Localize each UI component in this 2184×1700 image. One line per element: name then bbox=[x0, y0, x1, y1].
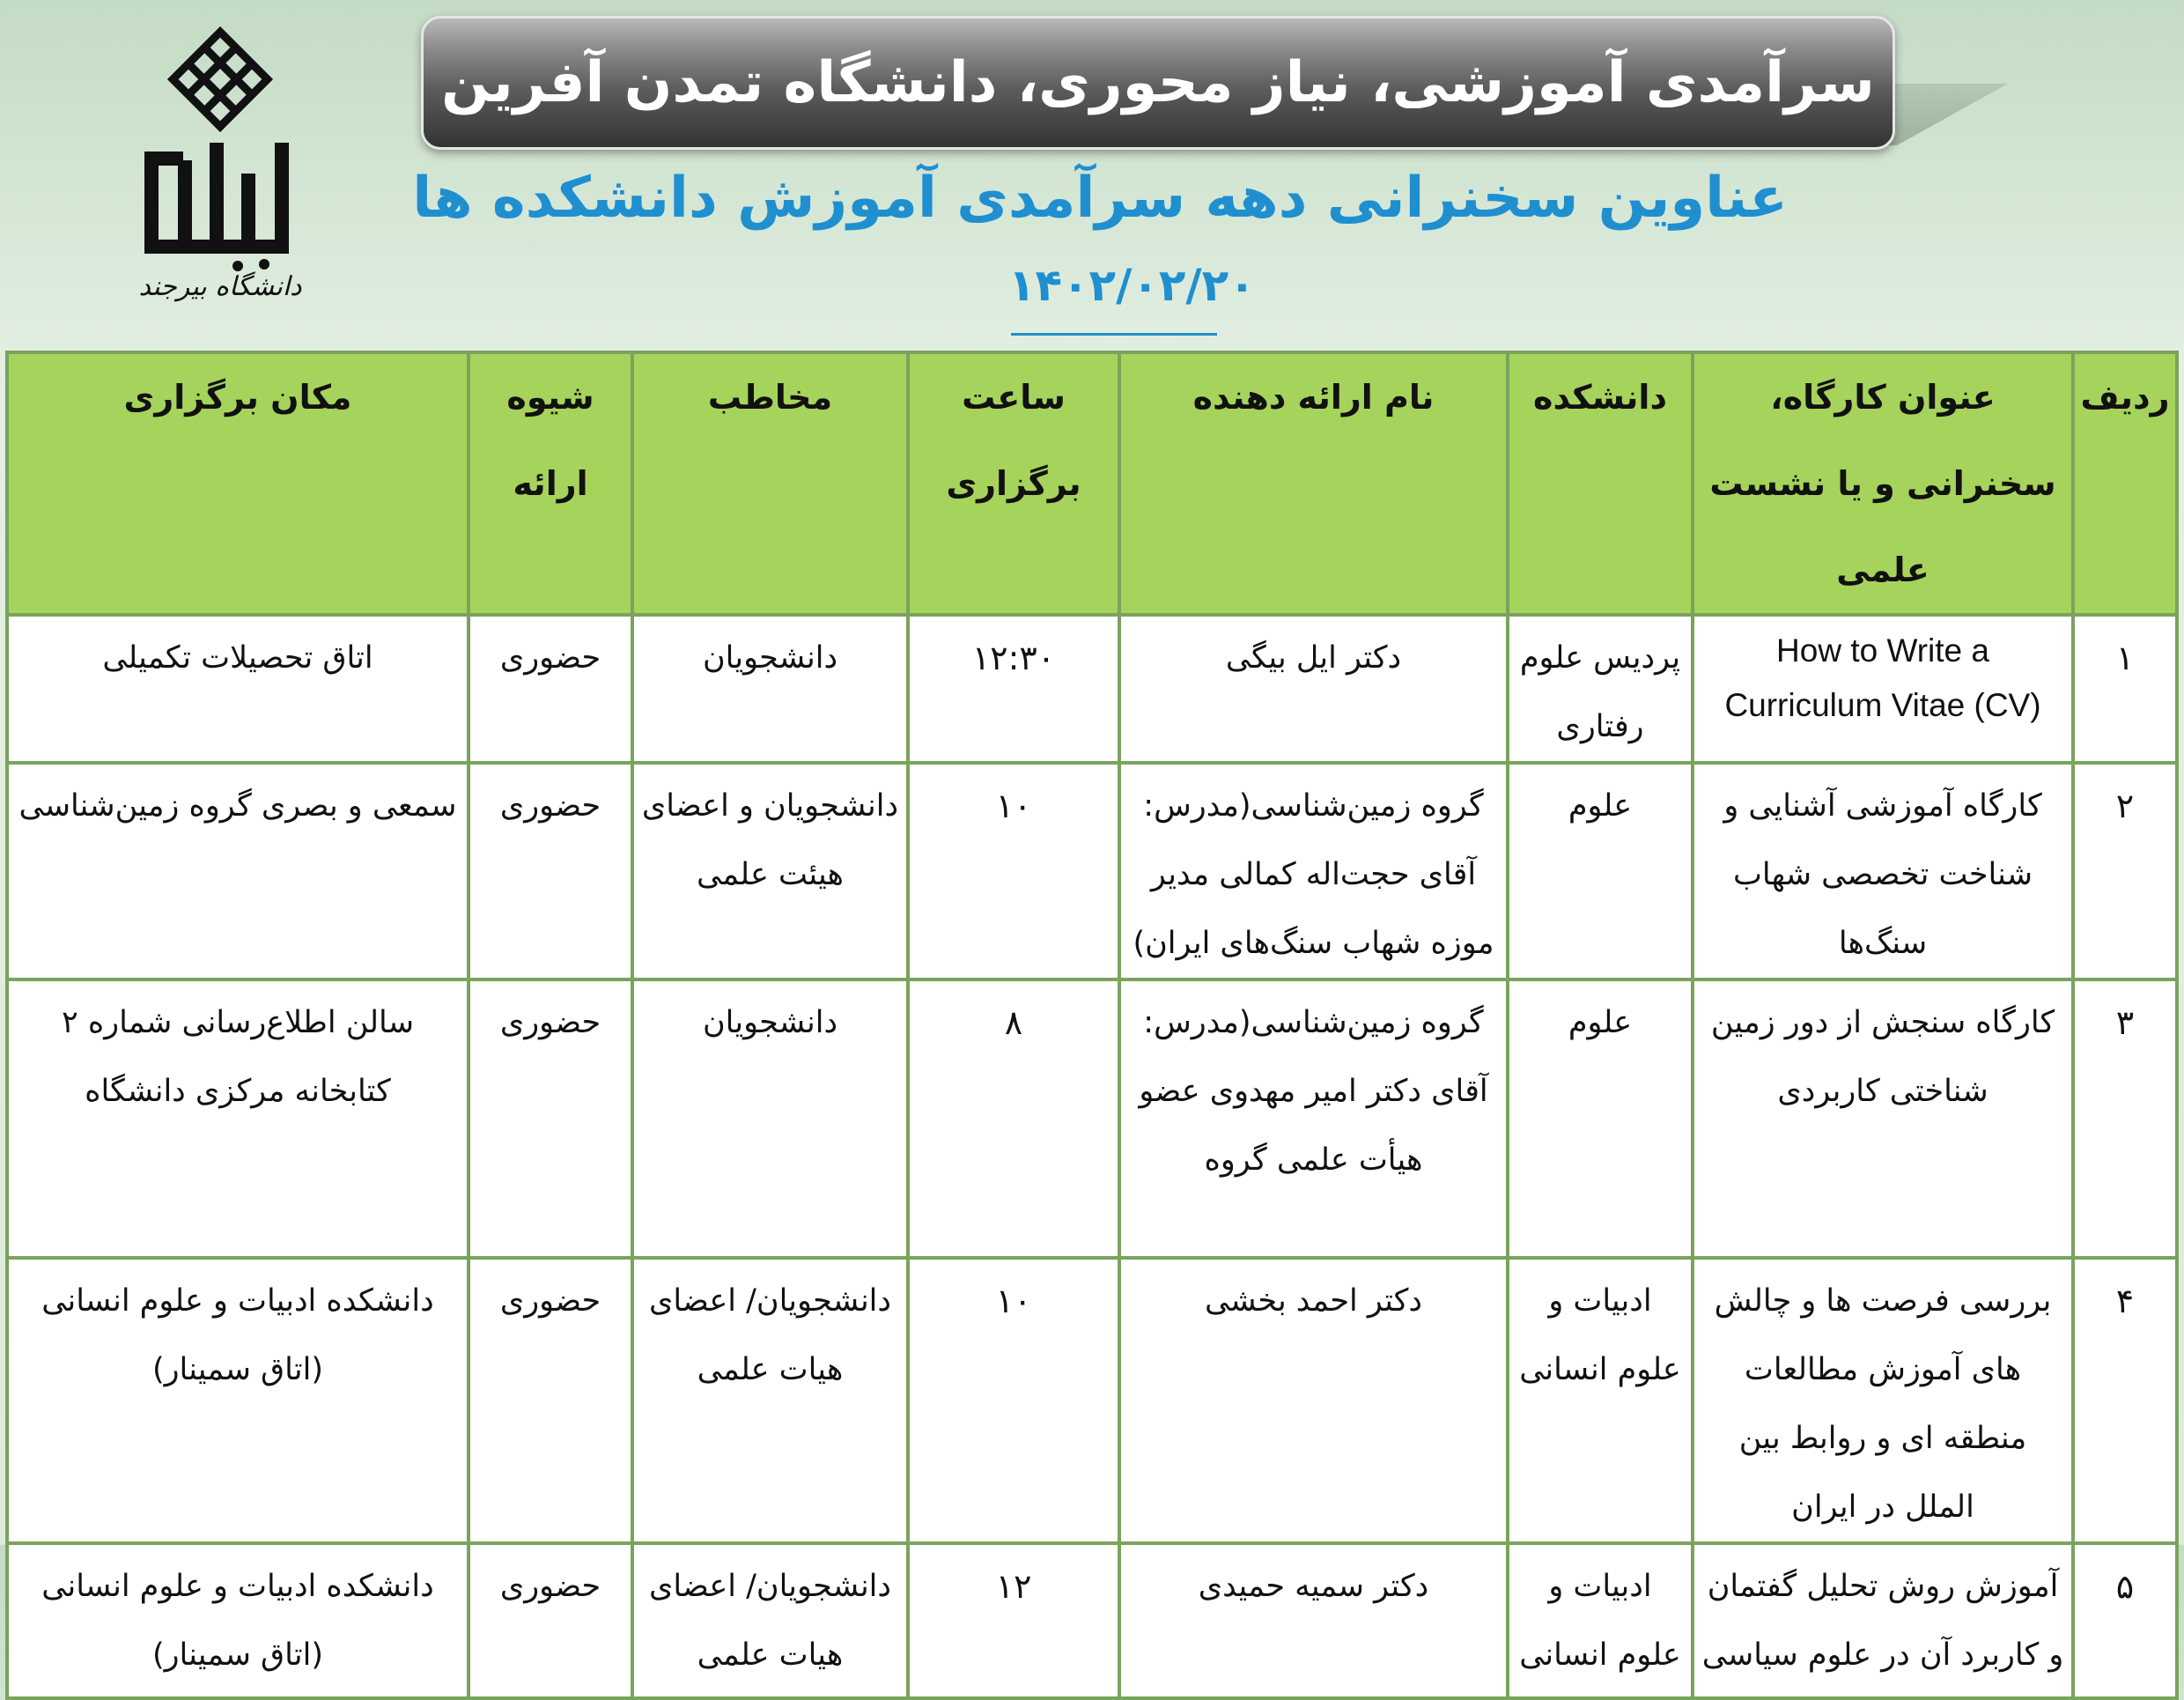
birjand-university-logo-icon bbox=[132, 26, 308, 308]
row-faculty: علوم bbox=[1508, 979, 1693, 1258]
row-presenter: دکتر سمیه حمیدی bbox=[1119, 1543, 1508, 1698]
table-row bbox=[7, 979, 2177, 1258]
row-method: حضوری bbox=[469, 1543, 632, 1698]
row-presenter: گروه زمین‌شناسی(مدرس: آقای دکتر امیر مهدوی عضو هیأت علمی گروه bbox=[1119, 979, 1508, 1258]
col-header-presenter: نام ارائه دهنده bbox=[1119, 352, 1508, 615]
row-faculty: پردیس علوم رفتاری bbox=[1508, 615, 1693, 763]
table-row bbox=[7, 763, 2177, 979]
table-row bbox=[7, 615, 2177, 763]
row-faculty: علوم bbox=[1508, 763, 1693, 979]
row-time: ۸ bbox=[908, 979, 1119, 1258]
row-number: ۳ bbox=[2073, 979, 2177, 1258]
row-number: ۴ bbox=[2073, 1258, 2177, 1543]
col-header-title: عنوان کارگاه، سخنرانی و یا نشست علمی bbox=[1693, 352, 2073, 615]
row-place: اتاق تحصیلات تکمیلی bbox=[7, 615, 469, 763]
date-underline bbox=[1011, 333, 1217, 336]
row-title: کارگاه سنجش از دور زمین شناختی کاربردی bbox=[1693, 979, 2073, 1258]
row-audience: دانشجویان bbox=[632, 979, 908, 1258]
row-title: کارگاه آموزشی آشنایی و شناخت تخصصی شهاب سنگ‌ها bbox=[1693, 763, 2073, 979]
banner-tail bbox=[1885, 84, 2008, 145]
table-header-row bbox=[7, 352, 2177, 615]
row-method: حضوری bbox=[469, 1258, 632, 1543]
row-method: حضوری bbox=[469, 615, 632, 763]
logo-caption: دانشگاه بیرجند bbox=[138, 271, 302, 302]
banner-title: سرآمدی آموزشی، نیاز محوری، دانشگاه تمدن آفرین bbox=[441, 50, 1875, 115]
row-audience: دانشجویان/ اعضای هیات علمی bbox=[632, 1258, 908, 1543]
col-header-place: مکان برگزاری bbox=[7, 352, 469, 615]
col-header-time: ساعت برگزاری bbox=[908, 352, 1119, 615]
row-number: ۵ bbox=[2073, 1543, 2177, 1698]
row-presenter: دکتر ایل بیگی bbox=[1119, 615, 1508, 763]
row-number: ۲ bbox=[2073, 763, 2177, 979]
row-time: ۱۰ bbox=[908, 763, 1119, 979]
row-audience: دانشجویان bbox=[632, 615, 908, 763]
row-place: دانشکده ادبیات و علوم انسانی (اتاق سمینار) bbox=[7, 1258, 469, 1543]
event-date: ۱۴۰۲/۰۲/۲۰ bbox=[1008, 260, 1256, 311]
row-audience: دانشجویان و اعضای هیئت علمی bbox=[632, 763, 908, 979]
row-faculty: ادبیات و علوم انسانی bbox=[1508, 1258, 1693, 1543]
col-header-audience: مخاطب bbox=[632, 352, 908, 615]
row-title: How to Write a Curriculum Vitae (CV) bbox=[1693, 615, 2073, 763]
col-header-row-number: ردیف bbox=[2073, 352, 2177, 615]
col-header-faculty: دانشکده bbox=[1508, 352, 1693, 615]
header-banner bbox=[421, 16, 1895, 150]
col-header-method: شیوه ارائه bbox=[469, 352, 632, 615]
row-presenter: گروه زمین‌شناسی(مدرس: آقای حجت‌اله کمالی مدیر موزه شهاب سنگ‌های ایران) bbox=[1119, 763, 1508, 979]
row-title: آموزش روش تحلیل گفتمان و کاربرد آن در علوم سیاسی bbox=[1693, 1543, 2073, 1698]
schedule-table bbox=[5, 351, 2179, 1700]
row-presenter: دکتر احمد بخشی bbox=[1119, 1258, 1508, 1543]
table-row bbox=[7, 1258, 2177, 1543]
row-faculty: ادبیات و علوم انسانی bbox=[1508, 1543, 1693, 1698]
page-subtitle: عناوین سخنرانی دهه سرآمدی آموزش دانشکده ها bbox=[412, 166, 1788, 231]
row-place: سمعی و بصری گروه زمین‌شناسی bbox=[7, 763, 469, 979]
row-place: سالن اطلاع‌رسانی شماره ۲ کتابخانه مرکزی دانشگاه bbox=[7, 979, 469, 1258]
row-number: ۱ bbox=[2073, 615, 2177, 763]
row-place: دانشکده ادبیات و علوم انسانی (اتاق سمینار) bbox=[7, 1543, 469, 1698]
row-time: ۱۲ bbox=[908, 1543, 1119, 1698]
row-title: بررسی فرصت ها و چالش های آموزش مطالعات منطقه ای و روابط بین الملل در ایران bbox=[1693, 1258, 2073, 1543]
row-method: حضوری bbox=[469, 763, 632, 979]
row-method: حضوری bbox=[469, 979, 632, 1258]
row-time: ۱۲:۳۰ bbox=[908, 615, 1119, 763]
table-row bbox=[7, 1543, 2177, 1698]
row-audience: دانشجویان/ اعضای هیات علمی bbox=[632, 1543, 908, 1698]
row-time: ۱۰ bbox=[908, 1258, 1119, 1543]
